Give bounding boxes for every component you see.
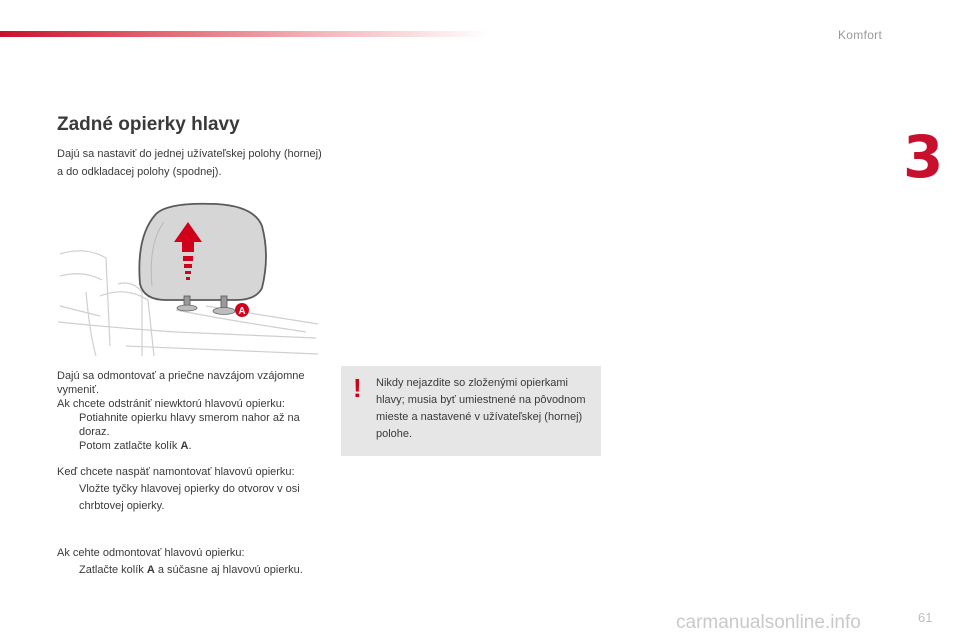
warning-icon: !: [353, 373, 362, 403]
headrest-shape: [139, 204, 266, 315]
list-item: [57, 481, 327, 515]
pin-a-label: A: [238, 306, 246, 317]
refit-bullet-1: Vložte tyčky hlavovej opierky do otvorov v osi chrbtovej opierky.: [79, 483, 300, 512]
header-accent-bar: [0, 31, 490, 37]
watermark: carmanualsonline.info: [676, 612, 861, 633]
remove-all-line: Ak cehte odmontovať hlavovú opierku:: [57, 547, 245, 559]
remove-all-bullet-post: a súčasne aj hlavovú opierku.: [154, 564, 303, 576]
warning-box: [341, 366, 601, 456]
headrest-illustration: [56, 196, 320, 358]
removal-bullet-1: Potiahnite opierku hlavy smerom nahor až na doraz.: [79, 412, 300, 438]
pin-reference: A: [180, 440, 189, 452]
page-title: Zadné opierky hlavy: [57, 114, 240, 135]
refit-section: [57, 464, 327, 515]
list-item: [57, 411, 327, 439]
remove-all-bullet-pre: Zatlačte kolík: [79, 564, 147, 576]
pin-a-marker: [235, 303, 249, 317]
bullet-icon: [57, 439, 79, 453]
bullet-icon: [57, 562, 79, 579]
removal-bullet-2-end: .: [188, 440, 192, 452]
removal-line-1: Dajú sa odmontovať a priečne navzájom vzájomne vymeniť.: [57, 370, 305, 396]
bullet-icon: [57, 481, 79, 515]
pin-reference: A: [146, 564, 155, 576]
remove-all-section: [57, 545, 327, 579]
removal-section: [57, 369, 327, 453]
removal-line-2: Ak chcete odstrániť niewktorú hlavovú opierku:: [57, 398, 285, 410]
chapter-number: 3: [903, 123, 944, 191]
section-name: Komfort: [838, 28, 883, 42]
page-number: 61: [918, 610, 933, 625]
bullet-icon: [57, 411, 79, 439]
intro-text: Dajú sa nastaviť do jednej užívateľskej polohy (hornej) a do odkladacej polohy (spodnej).: [57, 148, 322, 178]
list-item: [57, 562, 327, 579]
warning-text: Nikdy nejazdite so zloženými opierkami hlavy; musia byť umiestnené na pôvodnom mieste a nastavené v užívateľskej (hornej) polohe.: [376, 377, 586, 440]
removal-bullet-2: Potom zatlačte kolík: [79, 440, 181, 452]
list-item: [57, 439, 327, 453]
refit-line: Keď chcete naspäť namontovať hlavovú opierku:: [57, 466, 295, 478]
